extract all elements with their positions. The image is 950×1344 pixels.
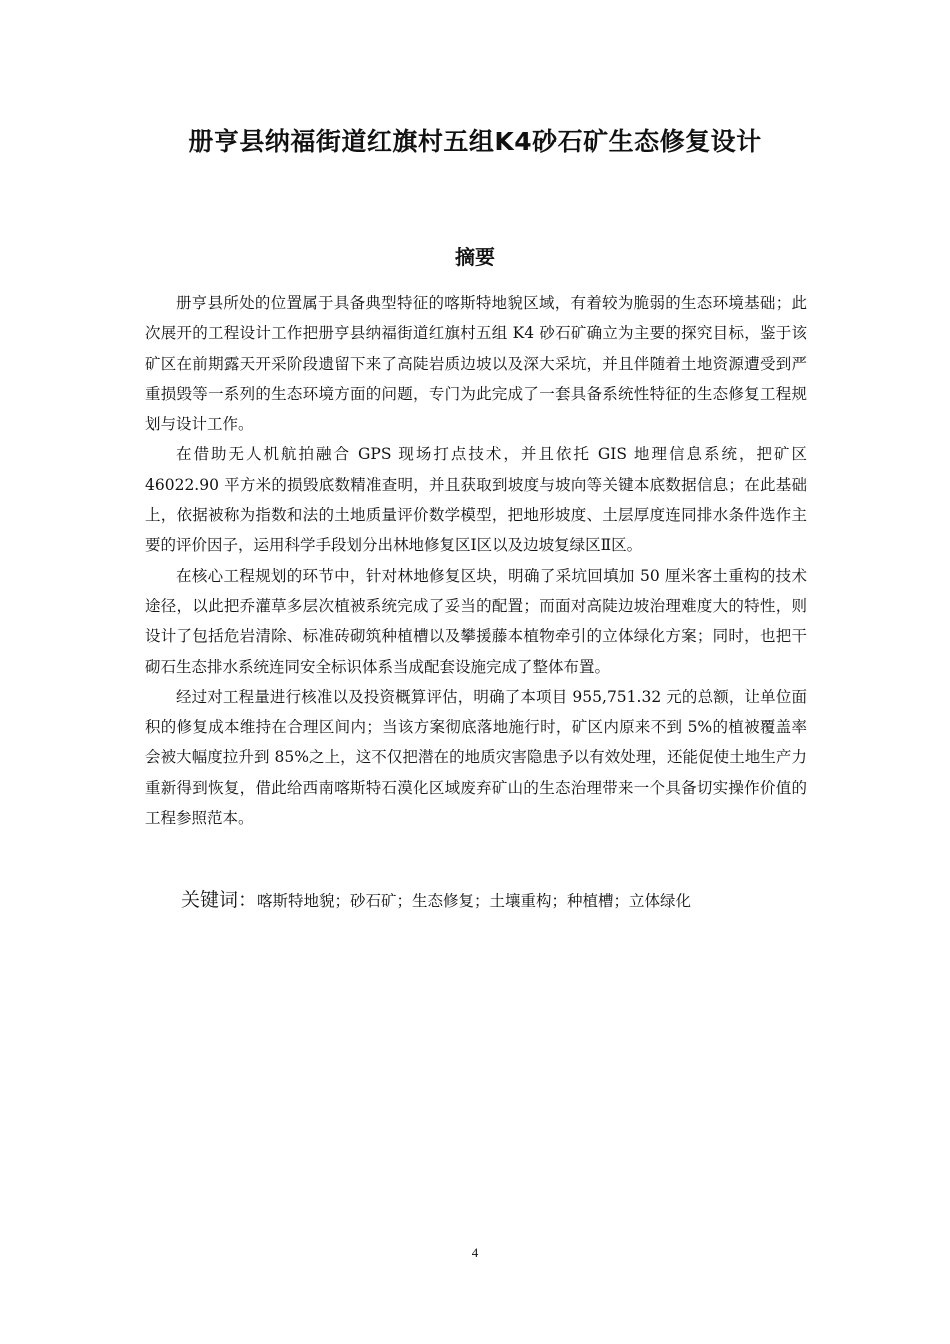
abstract-body — [145, 288, 807, 833]
abstract-heading: 摘要 — [455, 245, 495, 269]
keywords-line — [181, 884, 811, 918]
keywords-label: 关键词： — [181, 889, 258, 911]
abstract-paragraph: 册亨县所处的位置属于具备典型特征的喀斯特地貌区域，有着较为脆弱的生态环境基础；此次展开的工程设计工作把册亨县纳福街道红旗村五组 K4 砂石矿确立为主要的探究目标，鉴于该矿区在前期露天开采阶段遗留下来了高陡岩质边坡以及深大采坑，并且伴随着土地资源遭受到严重损毁等一系列的生态环境方面的问题，专门为此完成了一套具备系统性特征的生态修复工程规划与设计工作。 — [145, 294, 807, 434]
document-title: 册亨县纳福街道红旗村五组K4砂石矿生态修复设计 — [188, 127, 762, 156]
abstract-paragraph: 在借助无人机航拍融合 GPS 现场打点技术，并且依托 GIS 地理信息系统，把矿区46022.90 平方米的损毁底数精准查明，并且获取到坡度与坡向等关键本底数据信息；在此基础上，依据被称为指数和法的土地质量评价数学模型，把地形坡度、土层厚度连同排水条件选作主要的评价因子，运用科学手段划分出林地修复区Ⅰ区以及边坡复绿区Ⅱ区。 — [145, 445, 807, 555]
keywords-values: 喀斯特地貌；砂石矿；生态修复；土壤重构；种植槽；立体绿化 — [257, 892, 692, 910]
abstract-paragraph: 在核心工程规划的环节中，针对林地修复区块，明确了采坑回填加 50 厘米客土重构的技术途径，以此把乔灌草多层次植被系统完成了妥当的配置；而面对高陡边坡治理难度大的特性，则设计了包括危岩清除、标准砖砌筑种植槽以及攀援藤本植物牵引的立体绿化方案；同时，也把干砌石生态排水系统连同安全标识体系当成配套设施完成了整体布置。 — [145, 566, 807, 676]
abstract-paragraph: 经过对工程量进行核准以及投资概算评估，明确了本项目 955,751.32 元的总额，让单位面积的修复成本维持在合理区间内；当该方案彻底落地施行时，矿区内原来不到 5%的植被覆盖率会被大幅度拉升到 85%之上，这不仅把潜在的地质灾害隐患予以有效处理，还能促使土地生产力重新得到恢复，借此给西南喀斯特石漠化区域废弃矿山的生态治理带来一个具备切实操作价值的工程参照范本。 — [145, 687, 807, 828]
page-number: 4 — [471, 1245, 479, 1260]
